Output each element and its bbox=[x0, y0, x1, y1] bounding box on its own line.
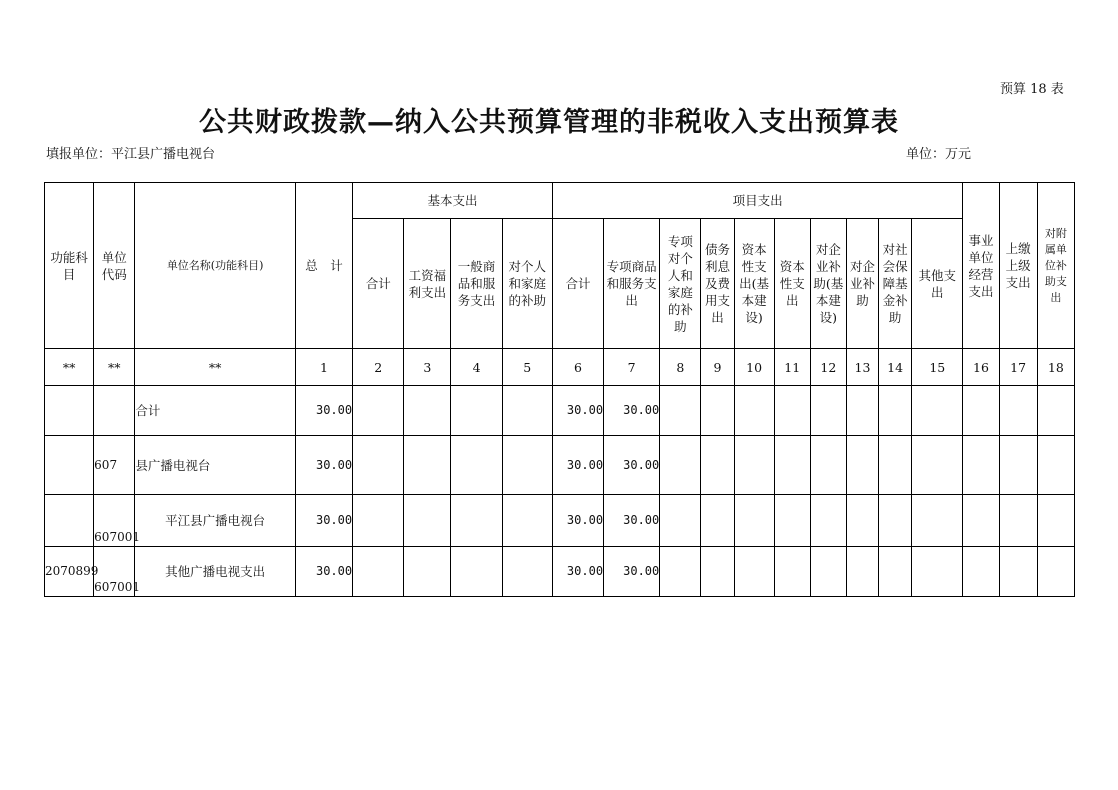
project-total-cell: 30.00 bbox=[552, 386, 603, 436]
header-unit-name: 单位名称(功能科目) bbox=[135, 183, 296, 349]
index-cell: 17 bbox=[999, 349, 1037, 386]
index-cell: ** bbox=[94, 349, 135, 386]
index-cell: 10 bbox=[734, 349, 774, 386]
project-total-cell: 30.00 bbox=[552, 495, 603, 547]
special-goods-cell: 30.00 bbox=[604, 386, 660, 436]
index-cell: 12 bbox=[810, 349, 846, 386]
header-other: 其他支出 bbox=[912, 219, 963, 349]
index-cell: ** bbox=[135, 349, 296, 386]
index-cell: 7 bbox=[604, 349, 660, 386]
budget-table bbox=[44, 182, 1075, 597]
header-project-group: 项目支出 bbox=[552, 183, 963, 219]
header-debt: 债务利息及费用支出 bbox=[701, 219, 734, 349]
index-cell: 18 bbox=[1037, 349, 1074, 386]
total-cell: 30.00 bbox=[295, 386, 352, 436]
index-cell: 3 bbox=[404, 349, 451, 386]
unit-name-cell: 平江县广播电视台 bbox=[135, 495, 296, 547]
table-row bbox=[45, 495, 1075, 547]
unit-code-cell: 607001 bbox=[94, 547, 135, 597]
header-unit-code: 单位代码 bbox=[94, 183, 135, 349]
unit-code-cell: 607001 bbox=[94, 495, 135, 547]
unit-name-cell: 其他广播电视支出 bbox=[135, 547, 296, 597]
header-special-personal: 专项对个人和家庭的补助 bbox=[660, 219, 701, 349]
index-cell: 4 bbox=[451, 349, 502, 386]
table-row bbox=[45, 547, 1075, 597]
page-title: 公共财政拨款—纳入公共预算管理的非税收入支出预算表 bbox=[199, 107, 899, 138]
total-cell: 30.00 bbox=[295, 436, 352, 495]
index-cell: 14 bbox=[879, 349, 912, 386]
index-cell: 2 bbox=[353, 349, 404, 386]
index-cell: 9 bbox=[701, 349, 734, 386]
unit-name-cell: 县广播电视台 bbox=[135, 436, 296, 495]
special-goods-cell: 30.00 bbox=[604, 436, 660, 495]
header-project-total: 合计 bbox=[552, 219, 603, 349]
header-special-goods: 专项商品和服务支出 bbox=[604, 219, 660, 349]
header-basic-total: 合计 bbox=[353, 219, 404, 349]
index-cell: 16 bbox=[963, 349, 999, 386]
index-cell: ** bbox=[45, 349, 94, 386]
header-goods: 一般商品和服务支出 bbox=[451, 219, 502, 349]
header-business: 事业单位经营支出 bbox=[963, 183, 999, 349]
total-cell: 30.00 bbox=[295, 547, 352, 597]
header-social: 对社会保障基金补助 bbox=[879, 219, 912, 349]
header-func-code: 功能科目 bbox=[45, 183, 94, 349]
header-capital: 资本性支出 bbox=[774, 219, 810, 349]
header-salary: 工资福利支出 bbox=[404, 219, 451, 349]
func-code-cell: 2070899 bbox=[45, 547, 94, 597]
unit-name-cell: 合计 bbox=[135, 386, 296, 436]
project-total-cell: 30.00 bbox=[552, 547, 603, 597]
header-upper: 上缴上级支出 bbox=[999, 183, 1037, 349]
unit-code-cell bbox=[94, 386, 135, 436]
special-goods-cell: 30.00 bbox=[604, 495, 660, 547]
index-cell: 6 bbox=[552, 349, 603, 386]
header-basic-group: 基本支出 bbox=[353, 183, 553, 219]
func-code-cell bbox=[45, 495, 94, 547]
project-total-cell: 30.00 bbox=[552, 436, 603, 495]
header-affiliated: 对附属单位补助支出 bbox=[1037, 183, 1074, 349]
unit-code-cell: 607 bbox=[94, 436, 135, 495]
index-row bbox=[45, 349, 1075, 386]
index-cell: 15 bbox=[912, 349, 963, 386]
table-row bbox=[45, 436, 1075, 495]
header-total: 总 计 bbox=[295, 183, 352, 349]
header-capital-basic: 资本性支出(基本建设) bbox=[734, 219, 774, 349]
index-cell: 5 bbox=[502, 349, 552, 386]
func-code-cell bbox=[45, 386, 94, 436]
currency-unit: 单位：万元 bbox=[906, 147, 972, 162]
header-enterprise-basic: 对企业补助(基本建设) bbox=[810, 219, 846, 349]
index-cell: 1 bbox=[295, 349, 352, 386]
special-goods-cell: 30.00 bbox=[604, 547, 660, 597]
index-cell: 13 bbox=[846, 349, 878, 386]
func-code-cell bbox=[45, 436, 94, 495]
table-number: 预算 18 表 bbox=[1000, 82, 1064, 97]
header-personal: 对个人和家庭的补助 bbox=[502, 219, 552, 349]
header-enterprise: 对企业补助 bbox=[846, 219, 878, 349]
total-cell: 30.00 bbox=[295, 495, 352, 547]
table-row bbox=[45, 386, 1075, 436]
filling-unit: 填报单位：平江县广播电视台 bbox=[46, 147, 216, 162]
index-cell: 11 bbox=[774, 349, 810, 386]
index-cell: 8 bbox=[660, 349, 701, 386]
